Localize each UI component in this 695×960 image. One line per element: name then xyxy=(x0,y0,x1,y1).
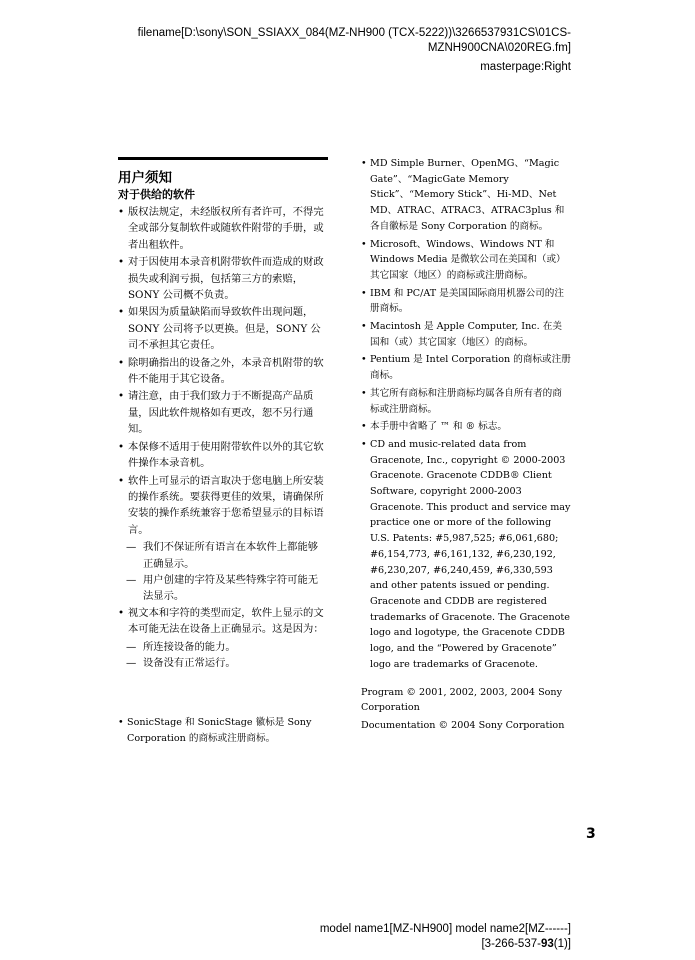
left-column xyxy=(118,204,328,671)
dash-item: — 所连接设备的能力。 xyxy=(118,639,328,655)
filename-line-1: filename[D:\sony\SON_SSIAXX_084(MZ-NH900 (TCX-5222))\3266537931CS\01CS- xyxy=(137,27,571,39)
list-item: • MD Simple Burner、OpenMG、“Magic Gate”、“MagicGate Memory Stick”、“Memory Stick”、Hi-MD、Net MD、ATRAC、ATRAC3、ATRAC3plus 和各自徽标是 Sony Corporation 的商标。 xyxy=(361,156,571,235)
list-item: • 请注意，由于我们致力于不断提高产品质量，因此软件规格如有更改，恕不另行通知。 xyxy=(118,388,328,437)
list-item: • Macintosh 是 Apple Computer, Inc. 在美国和（或）其它国家（地区）的商标。 xyxy=(361,319,571,350)
gracenote-notice: • CD and music-related data from Gracenote, Inc., copyright © 2000-2003 Gracenote. Gracenote CDDB® Client Software, copyright 2000-2003 Gracenote. This product and service may practice one or more of the following U.S. Patents: #5,987,525; #6,061,680; #6,154,773, #6,161,132, #6,230,192, #6,230,207, #6,240,459, #6,330,593 and other patents issued or pending. Gracenote and CDDB are registered trademarks of Gracenote. The Gracenote logo and logotype, the Gracenote CDDB logo, and the “Powered by Gracenote” logo are trademarks of Gracenote. xyxy=(361,437,571,673)
part-code xyxy=(320,937,571,952)
list-item: • 软件上可显示的语言取决于您电脑上所安装的操作系统。要获得更佳的效果，请确保所安装的操作系统兼容于您希望显示的目标语言。 xyxy=(118,473,328,539)
list-item: • Pentium 是 Intel Corporation 的商标或注册商标。 xyxy=(361,352,571,383)
file-header xyxy=(138,26,571,56)
part-code-suffix: (1)] xyxy=(553,938,571,950)
model-line: model name1[MZ-NH900] model name2[MZ------] xyxy=(319,923,571,935)
file-footer xyxy=(320,922,571,952)
page-number: 3 xyxy=(586,826,596,842)
section-subtitle: 对于供给的软件 xyxy=(118,188,195,201)
list-item: • 如果因为质量缺陷而导致软件出现问题，SONY 公司将予以更换。但是，SONY 公司不承担其它责任。 xyxy=(118,304,328,353)
dash-item: — 我们不保证所有语言在本软件上都能够正确显示。 xyxy=(118,539,328,572)
left-trademark-block xyxy=(118,715,328,748)
section-title: 用户须知 xyxy=(118,170,172,186)
section-rule xyxy=(118,157,328,160)
part-code-bold: 93 xyxy=(540,938,554,950)
dash-item: — 设备没有正常运行。 xyxy=(118,655,328,671)
list-item: • Microsoft、Windows、Windows NT 和 Windows Media 是微软公司在美国和（或）其它国家（地区）的商标或注册商标。 xyxy=(361,237,571,284)
part-code-prefix: [3-266-537- xyxy=(481,938,541,950)
dash-item: — 用户创建的字符及某些特殊字符可能无法显示。 xyxy=(118,572,328,605)
sonicstage-trademark: • SonicStage 和 SonicStage 徽标是 Sony Corporation 的商标或注册商标。 xyxy=(118,715,328,746)
list-item: • 视文本和字符的类型而定，软件上显示的文本可能无法在设备上正确显示。这是因为： xyxy=(118,605,328,638)
right-column xyxy=(361,156,571,733)
documentation-copyright: Documentation © 2004 Sony Corporation xyxy=(361,719,565,731)
list-item: • 本保修不适用于使用附带软件以外的其它软件操作本录音机。 xyxy=(118,439,328,472)
list-item: • 其它所有商标和注册商标均属各自所有者的商标或注册商标。 xyxy=(361,386,571,417)
filename-line-2: MZNH900CNA\020REG.fm] xyxy=(427,42,571,54)
program-copyright: Program © 2001, 2002, 2003, 2004 Sony Corporation xyxy=(361,686,563,713)
list-item: • 除明确指出的设备之外，本录音机附带的软件不能用于其它设备。 xyxy=(118,355,328,388)
list-item: • 版权法规定，未经版权所有者许可，不得完全或部分复制软件或随软件附带的手册，或者出租软件。 xyxy=(118,204,328,253)
list-item: • IBM 和 PC/AT 是美国国际商用机器公司的注册商标。 xyxy=(361,286,571,317)
masterpage-label: masterpage:Right xyxy=(480,61,571,73)
list-item: • 对于因使用本录音机附带软件而造成的财政损失或利润亏损，包括第三方的索赔，SONY 公司概不负责。 xyxy=(118,254,328,303)
list-item: • 本手册中省略了 ™ 和 ® 标志。 xyxy=(361,419,571,435)
